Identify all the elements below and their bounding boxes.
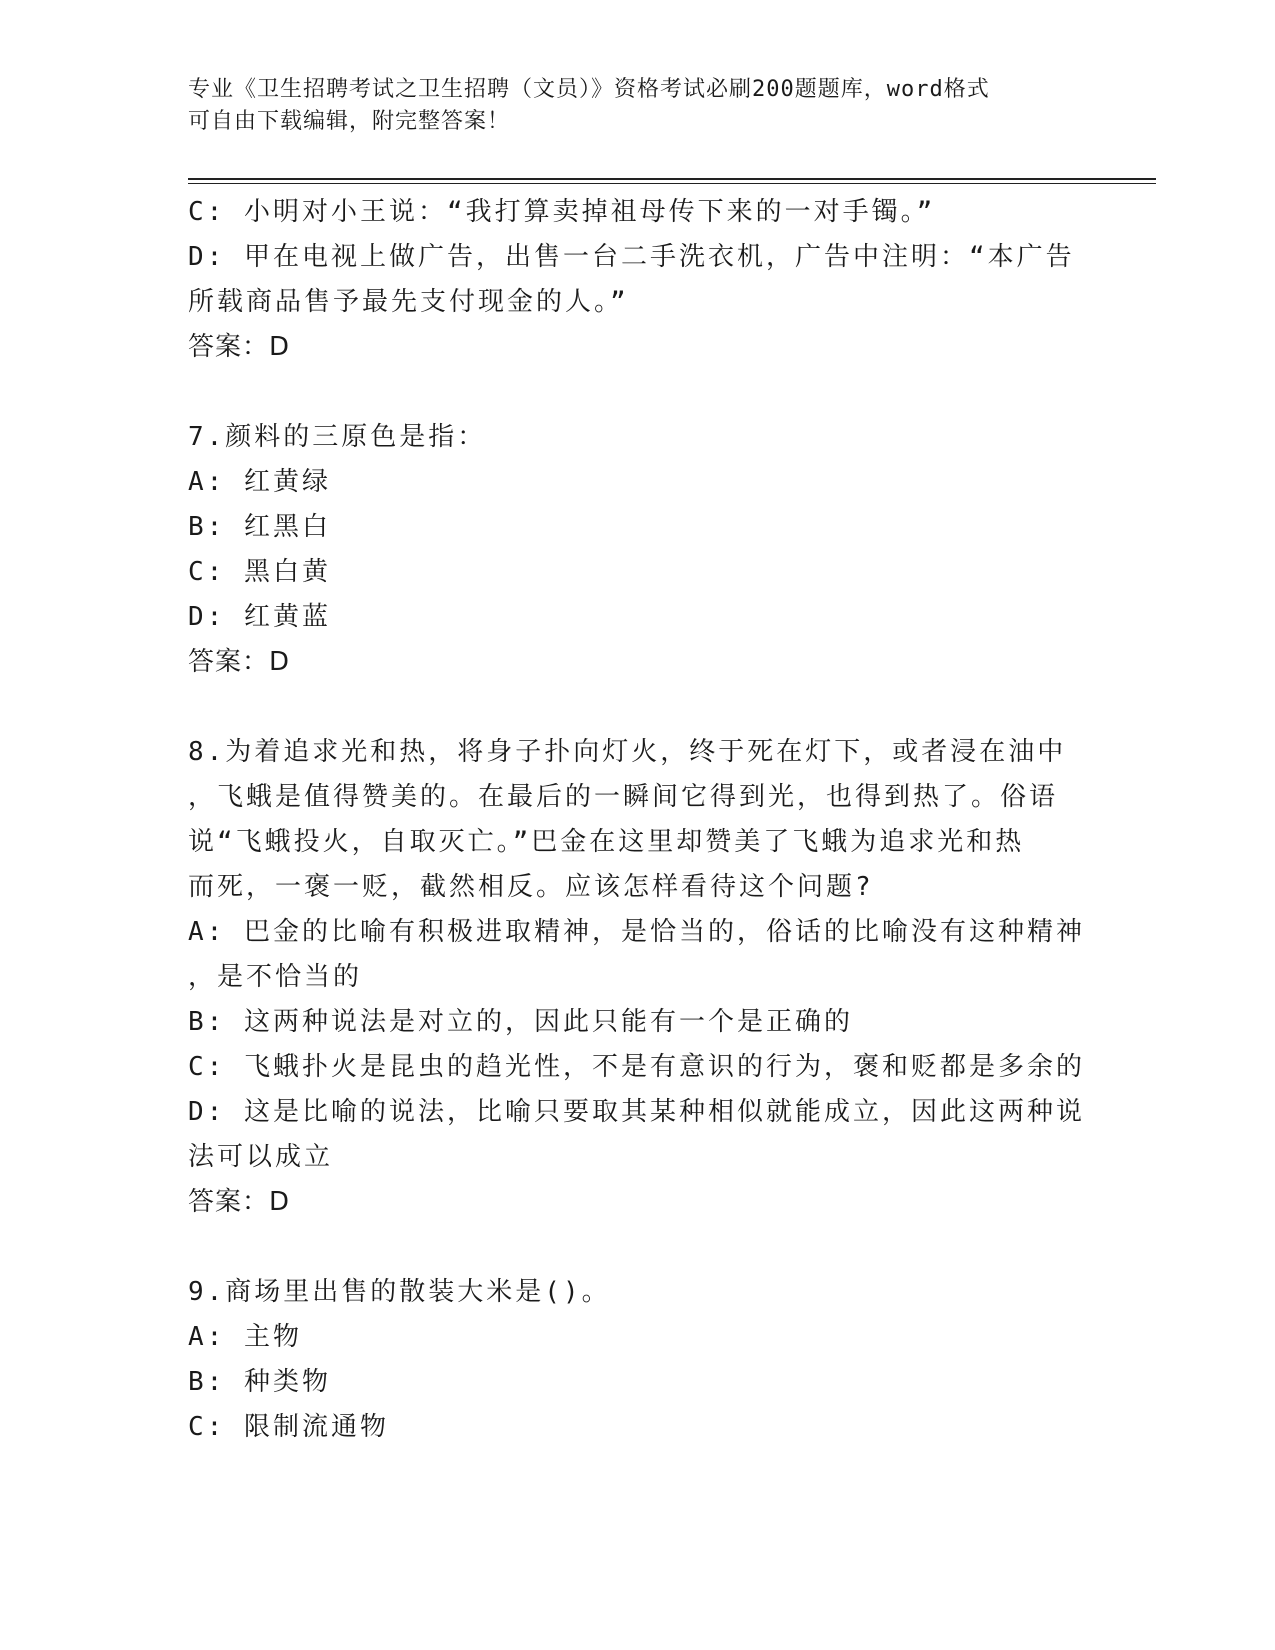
q8-question-line-3: 说“飞蛾投火，自取灭亡。”巴金在这里却赞美了飞蛾为追求光和热 (188, 827, 1025, 857)
header-title-line-2: 可自由下载编辑，附完整答案！ (188, 109, 511, 134)
q9-option-c: C: 限制流通物 (188, 1412, 389, 1442)
q8-question-line-4: 而死，一褒一贬，截然相反。应该怎样看待这个问题? (188, 872, 874, 902)
q9-option-a: A: 主物 (188, 1322, 302, 1352)
q8-option-d-line-1: D: 这是比喻的说法，比喻只要取其某种相似就能成立，因此这两种说 (188, 1097, 1085, 1127)
q8-option-c: C: 飞蛾扑火是昆虫的趋光性，不是有意识的行为，褒和贬都是多余的 (188, 1052, 1085, 1082)
spacer (188, 370, 1088, 415)
q8-answer: 答案：D (188, 1187, 291, 1217)
header-title-line-1: 专业《卫生招聘考试之卫生招聘（文员）》资格考试必刷200题题库，word格式 (188, 77, 990, 102)
question-6-block (188, 190, 1088, 370)
document-header (188, 74, 1068, 138)
q7-option-b: B: 红黑白 (188, 512, 331, 542)
q8-option-a-line-2: ，是不恰当的 (188, 962, 363, 992)
q9-question: 9.商场里出售的散装大米是()。 (188, 1277, 611, 1307)
question-9-block (188, 1270, 1088, 1450)
header-divider-thin (188, 183, 1156, 184)
q7-option-c: C: 黑白黄 (188, 557, 331, 587)
header-divider-thick (188, 178, 1156, 180)
q8-option-b: B: 这两种说法是对立的，因此只能有一个是正确的 (188, 1007, 853, 1037)
q7-option-a: A: 红黄绿 (188, 467, 331, 497)
document-body (188, 190, 1088, 1450)
q6-option-c: C: 小明对小王说：“我打算卖掉祖母传下来的一对手镯。” (188, 197, 936, 227)
q8-question-line-1: 8.为着追求光和热，将身子扑向灯火，终于死在灯下，或者浸在油中 (188, 737, 1067, 767)
q8-question-line-2: ，飞蛾是值得赞美的。在最后的一瞬间它得到光，也得到热了。俗语 (188, 782, 1059, 812)
q7-question: 7.颜料的三原色是指： (188, 422, 487, 452)
q9-option-b: B: 种类物 (188, 1367, 331, 1397)
spacer (188, 1225, 1088, 1270)
q6-answer: 答案：D (188, 332, 291, 362)
q7-option-d: D: 红黄蓝 (188, 602, 331, 632)
q8-option-d-line-2: 法可以成立 (188, 1142, 334, 1172)
q6-option-d-line-1: D: 甲在电视上做广告，出售一台二手洗衣机，广告中注明：“本广告 (188, 242, 1075, 272)
q8-option-a-line-1: A: 巴金的比喻有积极进取精神，是恰当的，俗话的比喻没有这种精神 (188, 917, 1085, 947)
q7-answer: 答案：D (188, 647, 291, 677)
question-7-block (188, 415, 1088, 685)
question-8-block (188, 730, 1088, 1225)
q6-option-d-line-2: 所载商品售予最先支付现金的人。” (188, 287, 629, 317)
spacer (188, 685, 1088, 730)
